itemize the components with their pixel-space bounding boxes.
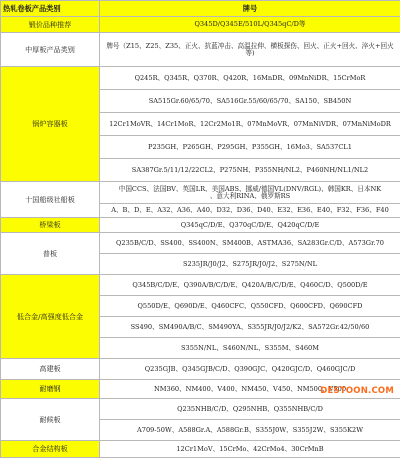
- grade-line: [100, 182, 400, 204]
- row-category: 合金结构板: [1, 441, 100, 458]
- grade-line: SS490、SM490A/B/C、SM490YA、S355JR/J0/J2/K2、SA572Gr.42/50/60: [100, 317, 400, 338]
- row-grades: NM360、NM400、V400、NM450、V450、NM500、V500: [100, 380, 400, 399]
- grade-text: 牌号（Z15、Z25、Z35、正火、抗蓝冲击、高温拉伸、横板探伤、回火、正火+回火、淬火+回火等): [102, 43, 398, 57]
- grade-line: Q235B/C/D、SS400、SS400N、SM400B、ASTMA36、SA283Gr.C/D、A573Gr.70: [100, 233, 400, 254]
- table-row: [1, 17, 400, 33]
- grade-subline: 中国CCS、法国BV、英国LR、美国ABS、挪威/德国VL(DNV/RGL)、韩国KR、日本NK: [102, 186, 398, 193]
- row-category: 十国船级社船板: [1, 182, 100, 218]
- grade-line: A709-50W、A588Gr.A、A588Gr.B、S355J0W、S355J2W、S355K2W: [100, 420, 400, 441]
- table-row: [1, 359, 400, 380]
- row-grades: Q345D/Q345E/510L/Q345qC/D等: [100, 17, 400, 33]
- watermark-logo: DESTOON.COM: [320, 386, 394, 396]
- grade-line: 12Cr1MoVR、14Cr1MoR、12Cr2Mo1R、07MnMoVR、07MnNiVDR、07MnNiMoDR: [100, 113, 400, 136]
- grade-line: SA387Gr.5/11/12/22CL2、P275NH、P355NH/NL2、P460NH/NL1/NL2: [100, 159, 400, 182]
- row-category: 中厚板产品类别: [1, 33, 100, 67]
- grade-line: S235JR/J0/J2、S275JR/J0/J2、S275N/NL: [100, 254, 400, 275]
- grade-line: Q550D/E、Q690D/E、Q460CFC、Q550CFD、Q600CFD、Q690CFD: [100, 296, 400, 317]
- category-header: 热轧卷板产品类别: [1, 1, 100, 17]
- row-category: 低合金/高强度低合金: [1, 275, 100, 359]
- grade-line: SA515Gr.60/65/70、SA516Gr.55/60/65/70、SA150、SB450N: [100, 90, 400, 113]
- grade-line: Q245R、Q345R、Q370R、Q420R、16MnDR、09MnNiDR、15CrMoR: [100, 67, 400, 90]
- table-row: [1, 182, 400, 204]
- row-category: 耐磨钢: [1, 380, 100, 399]
- row-category: 桥梁板: [1, 218, 100, 233]
- table-row: [1, 275, 400, 296]
- row-grades: [100, 33, 400, 67]
- grade-line: Q235NHB/C/D、Q295NHB、Q355NHB/C/D: [100, 399, 400, 420]
- table-row: [1, 233, 400, 254]
- row-category: 普板: [1, 233, 100, 275]
- table-row: [1, 33, 400, 67]
- table-row: [1, 218, 400, 233]
- row-grades: Q345qC/D/E、Q370qC/D/E、Q420qC/D/E: [100, 218, 400, 233]
- row-category: 锻价品种推荐: [1, 17, 100, 33]
- row-grades: Q235GJB、Q345GJB/C/D、Q390GJC、Q420GJC/D、Q460GJC/D: [100, 359, 400, 380]
- grade-line: P235GH、P265GH、P295GH、P355GH、16Mo3、SA537CL1: [100, 136, 400, 159]
- row-category: 高建板: [1, 359, 100, 380]
- row-category: 耐候板: [1, 399, 100, 441]
- grade-line: A、B、D、E、A32、A36、A40、D32、D36、D40、E32、E36、E40、F32、F36、F40: [100, 204, 400, 218]
- table-header-row: [1, 1, 400, 17]
- grade-line: Q345B/C/D/E、Q390A/B/C/D/E、Q420A/B/C/D/E、Q460C/D、Q500D/E: [100, 275, 400, 296]
- grade-header: 牌号: [100, 1, 400, 17]
- table-row: [1, 399, 400, 420]
- grade-line: S355N/NL、S460N/NL、S355M、S460M: [100, 338, 400, 359]
- table-row: [1, 67, 400, 90]
- grade-subline: 、意大利RINA、俄罗斯RS: [102, 193, 398, 200]
- row-grades: 12Cr1MoV、15CrMo、42CrMo4、30CrMnB: [100, 441, 400, 458]
- table-row: [1, 441, 400, 458]
- row-category: 锅炉容器板: [1, 67, 100, 182]
